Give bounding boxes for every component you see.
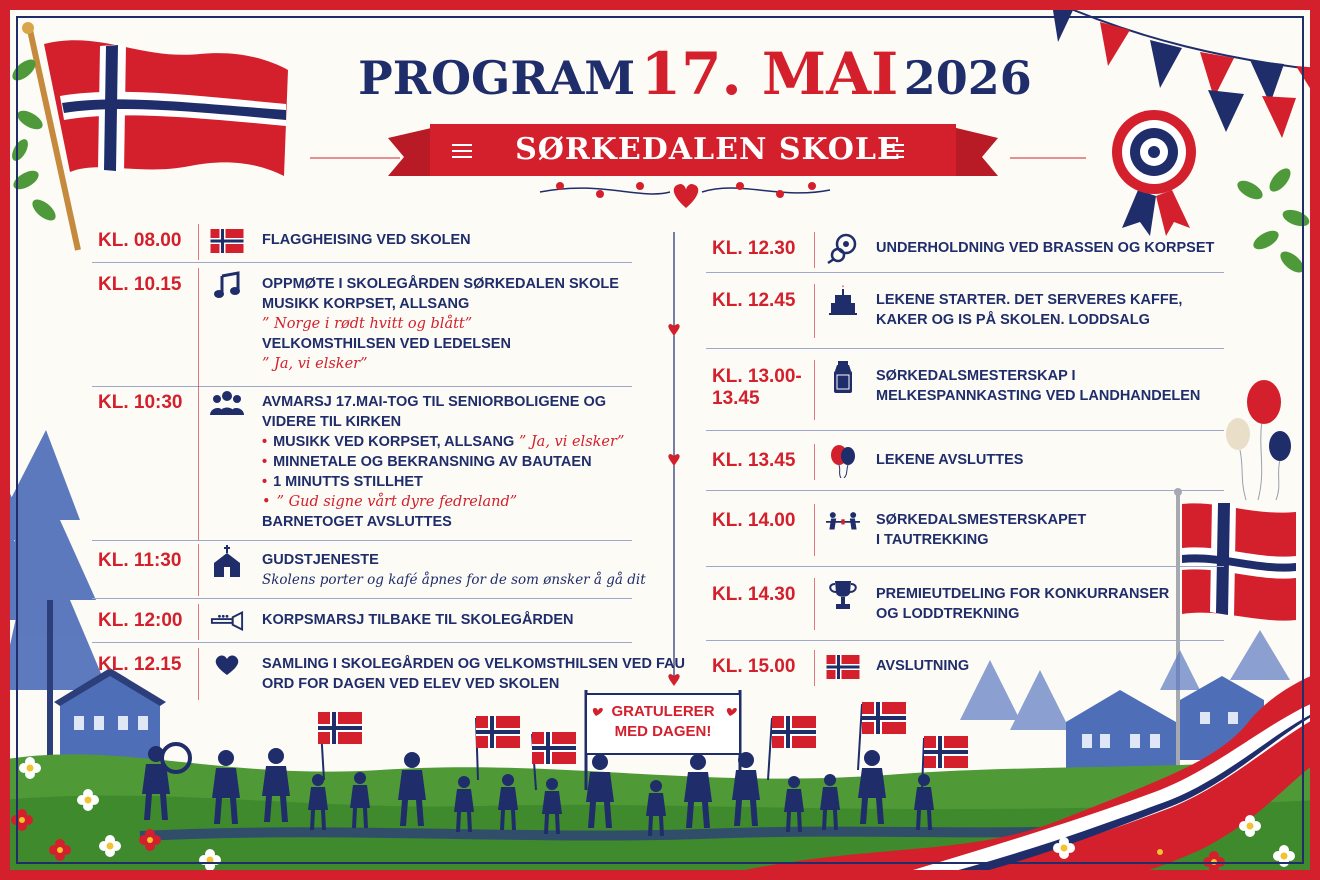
entry-time: [712, 510, 795, 532]
entry-line: [876, 290, 1182, 310]
entry-time-line: KL. 10.15: [98, 274, 182, 295]
entry-description: [876, 366, 1200, 406]
entry-description: [876, 238, 1214, 258]
entry-line-text: VELKOMSTHILSEN VED LEDELSEN: [262, 336, 511, 352]
entry-time: [98, 610, 182, 632]
bullet-icon: •: [262, 474, 268, 490]
entry-line: [262, 392, 624, 412]
entry-separator: [706, 430, 1224, 431]
entry-line: [876, 366, 1200, 386]
entry-time-line: KL. 10:30: [98, 392, 183, 413]
entry-time: [98, 392, 182, 414]
parade-banner: [586, 702, 740, 742]
entry-line: [262, 412, 624, 432]
entry-time-line: KL. 12.15: [98, 654, 182, 675]
entry-time-line: 13.45: [712, 388, 760, 409]
entry-time: [712, 584, 795, 606]
entry-line-text: KAKER OG IS PÅ SKOLEN. LODDSALG: [876, 312, 1150, 328]
title-program: PROGRAM: [358, 51, 636, 105]
bullet-icon: •: [262, 454, 268, 470]
entry-divider: [198, 544, 199, 596]
entry-time: [712, 290, 795, 312]
entry-description: [876, 510, 1086, 550]
entry-line-text: MELKESPANNKASTING VED LANDHANDELEN: [876, 388, 1201, 404]
entry-line: [262, 472, 624, 492]
entry-line: [262, 492, 624, 512]
entry-line-text: SØRKEDALSMESTERSKAP I: [876, 368, 1076, 384]
entry-time-line: KL. 14.30: [712, 584, 796, 605]
entry-line: [876, 510, 1086, 530]
entry-time: [712, 656, 795, 678]
entry-time: [712, 450, 795, 472]
entry-line: [262, 512, 624, 532]
entry-divider: [814, 360, 815, 420]
entry-line-text: BARNETOGET AVSLUTTES: [262, 514, 452, 530]
title-date: 17. MAI: [640, 40, 899, 108]
entry-line: [262, 550, 646, 570]
entry-separator: [92, 598, 632, 599]
entry-line: [262, 452, 624, 472]
entry-separator: [706, 640, 1224, 641]
entry-line: [876, 310, 1182, 330]
norwegian-flag-icon: [826, 652, 860, 682]
entry-line: [876, 386, 1200, 406]
entry-divider: [814, 504, 815, 556]
entry-time-line: KL. 12.30: [712, 238, 796, 259]
entry-line-text: FLAGGHEISING VED SKOLEN: [262, 232, 471, 248]
entry-separator: [92, 642, 632, 643]
title-year: 2026: [903, 51, 1032, 105]
milk-can-icon: [826, 362, 860, 392]
entry-line-text: LEKENE AVSLUTTES: [876, 452, 1024, 468]
entry-time-line: KL. 12.45: [712, 290, 796, 311]
entry-time: [98, 654, 181, 676]
entry-description: [262, 274, 619, 374]
entry-description: [262, 550, 646, 590]
entry-divider: [814, 650, 815, 686]
entry-line-text: MINNETALE OG BEKRANSNING AV BAUTAEN: [273, 454, 592, 470]
entry-line-text: I TAUTREKKING: [876, 532, 989, 548]
bullet-icon: •: [262, 494, 271, 510]
entry-separator: [92, 386, 632, 387]
entry-line: [262, 570, 646, 590]
entry-separator: [706, 272, 1224, 273]
entry-line: [876, 604, 1169, 624]
entry-line-text: ORD FOR DAGEN VED ELEV VED SKOLEN: [262, 676, 560, 692]
entry-line: [262, 610, 574, 630]
church-icon: [210, 546, 244, 576]
entry-time: [712, 238, 795, 260]
entry-divider: [814, 444, 815, 480]
music-note-icon: [210, 270, 244, 300]
trophy-icon: [826, 580, 860, 610]
entry-line-text: VIDERE TIL KIRKEN: [262, 414, 402, 430]
entry-line-text: ” Ja, vi elsker”: [262, 356, 368, 372]
entry-time: [98, 230, 181, 252]
entry-line: [262, 230, 471, 250]
entry-time: [98, 550, 181, 572]
entry-line: [876, 530, 1086, 550]
entry-time: [712, 366, 802, 410]
entry-line: [262, 432, 624, 452]
entry-line-quote: ” Ja, vi elsker”: [514, 434, 625, 450]
entry-separator: [92, 262, 632, 263]
banner-line-1: GRATULERER: [611, 703, 715, 720]
entry-description: [876, 584, 1169, 624]
entry-divider: [198, 224, 199, 260]
entry-line: [876, 656, 969, 676]
entry-time-line: KL. 15.00: [712, 656, 796, 677]
entry-line-text: 1 MINUTTS STILLHET: [273, 474, 423, 490]
entry-time-line: KL. 13.45: [712, 450, 796, 471]
entry-description: [262, 392, 624, 532]
tuba-icon: [826, 234, 860, 264]
entry-line-text: SØRKEDALSMESTERSKAPET: [876, 512, 1087, 528]
entry-separator: [706, 490, 1224, 491]
entry-line-text: GUDSTJENESTE: [262, 552, 379, 568]
entry-line-text: AVMARSJ 17.MAI-TOG TIL SENIORBOLIGENE OG: [262, 394, 607, 410]
entry-line-text: Skolens porter og kafé åpnes for de som ønsker å gå dit: [262, 572, 646, 588]
entry-line: [262, 294, 619, 314]
entry-line: [876, 584, 1169, 604]
entry-separator: [706, 566, 1224, 567]
entry-divider: [814, 284, 815, 338]
trumpet-icon: [210, 606, 244, 636]
entry-divider: [814, 578, 815, 630]
entry-line-text: ” Gud signe vårt dyre fedreland”: [276, 494, 518, 510]
entry-description: [876, 290, 1182, 330]
entry-line: [262, 354, 619, 374]
entry-line-text: OG LODDTREKNING: [876, 606, 1020, 622]
entry-line: [262, 314, 619, 334]
page-title: [0, 40, 1320, 108]
entry-time-line: KL. 13.00-: [712, 366, 802, 387]
entry-time-line: KL. 12:00: [98, 610, 183, 631]
entry-divider: [814, 232, 815, 268]
entry-description: [262, 654, 685, 694]
entry-divider: [198, 268, 199, 386]
entry-line-text: ” Norge i rødt hvitt og blått”: [262, 316, 473, 332]
banner-line-2: MED DAGEN!: [614, 723, 712, 740]
entry-line: [262, 654, 685, 674]
entry-divider: [198, 386, 199, 540]
tug-of-war-icon: [826, 506, 860, 536]
balloons-icon: [826, 446, 860, 476]
norwegian-flag-icon: [210, 226, 244, 256]
entry-description: [262, 230, 471, 250]
entry-time-line: KL. 11:30: [98, 550, 182, 571]
entry-divider: [198, 604, 199, 640]
bullet-icon: •: [262, 434, 268, 450]
entry-line: [262, 674, 685, 694]
entry-description: [876, 656, 969, 676]
entry-time-line: KL. 14.00: [712, 510, 796, 531]
entry-line-text: SAMLING I SKOLEGÅRDEN OG VELKOMSTHILSEN VED FAU: [262, 656, 685, 672]
entry-line: [876, 450, 1023, 470]
entry-line: [262, 334, 619, 354]
entry-line-text: OPPMØTE I SKOLEGÅRDEN SØRKEDALEN SKOLE: [262, 276, 619, 292]
entry-line-text: MUSIKK VED KORPSET, ALLSANG: [273, 434, 515, 450]
entry-time-line: KL. 08.00: [98, 230, 182, 251]
entry-separator: [706, 348, 1224, 349]
cake-icon: [826, 286, 860, 316]
entry-line-text: LEKENE STARTER. DET SERVERES KAFFE,: [876, 292, 1183, 308]
entry-description: [262, 610, 574, 630]
entry-description: [876, 450, 1023, 470]
entry-separator: [92, 540, 632, 541]
entry-time: [98, 274, 181, 296]
entry-divider: [198, 648, 199, 700]
entry-line-text: PREMIEUTDELING FOR KONKURRANSER: [876, 586, 1170, 602]
entry-line-text: MUSIKK KORPSET, ALLSANG: [262, 296, 470, 312]
entry-line: [876, 238, 1214, 258]
heart-icon: [210, 650, 244, 680]
entry-line-text: UNDERHOLDNING VED BRASSEN OG KORPSET: [876, 240, 1215, 256]
entry-line-text: KORPSMARSJ TILBAKE TIL SKOLEGÅRDEN: [262, 612, 574, 628]
school-name-ribbon: SØRKEDALEN SKOLE: [515, 132, 901, 167]
people-group-icon: [210, 388, 244, 418]
entry-line: [262, 274, 619, 294]
entry-line-text: AVSLUTNING: [876, 658, 970, 674]
